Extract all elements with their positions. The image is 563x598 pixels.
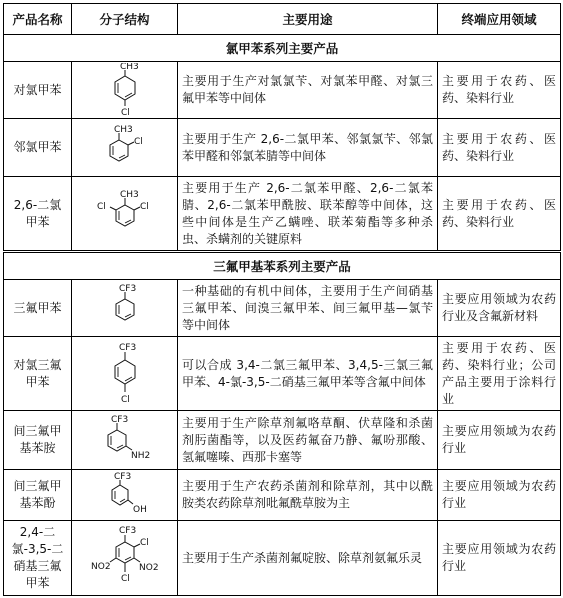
product-name: 三氟甲苯 bbox=[4, 280, 72, 337]
product-use: 主要用于生产 2,6-二氯甲苯、邻氯氯苄、邻氯苯甲醛和邻氯苯腈等中间体 bbox=[178, 119, 438, 177]
header-use: 主要用途 bbox=[178, 4, 438, 35]
table-row bbox=[4, 521, 561, 596]
label-cf3: CF3 bbox=[118, 342, 136, 353]
product-name: 2,6-二氯甲苯 bbox=[4, 177, 72, 252]
section-row bbox=[4, 35, 561, 62]
label-cl: Cl bbox=[120, 108, 130, 117]
molecule-structure bbox=[72, 521, 178, 596]
label-cl: Cl bbox=[139, 538, 149, 548]
molecule-structure bbox=[72, 177, 178, 252]
product-name: 对氯甲苯 bbox=[4, 62, 72, 119]
product-field: 主要用于农药、医药、染料行业 bbox=[438, 177, 561, 252]
product-use: 主要用于生产对氯氯苄、对氯苯甲醛、对氯三氟甲苯等中间体 bbox=[178, 62, 438, 119]
molecule-structure bbox=[72, 470, 178, 521]
product-table bbox=[3, 3, 561, 596]
section-title: 三氟甲基苯系列主要产品 bbox=[4, 252, 561, 280]
label-cl: Cl bbox=[133, 136, 143, 147]
product-name: 间三氟甲基苯胺 bbox=[4, 411, 72, 470]
label-nh2: NH2 bbox=[130, 451, 150, 461]
product-use: 主要用于生产农药杀菌剂和除草剂，其中以酰胺类农药除草剂吡氟酰草胺为主 bbox=[178, 470, 438, 521]
product-use: 主要用于生产除草剂氟咯草酮、伏草隆和杀菌剂肟菌酯等，以及医药氟奋乃静、氟吩那酸、氢氟噻嗪、西那卡塞等 bbox=[178, 411, 438, 470]
table-row bbox=[4, 470, 561, 521]
table-row bbox=[4, 280, 561, 337]
section-title: 氯甲苯系列主要产品 bbox=[4, 35, 561, 62]
product-use: 可以合成 3,4-二氯三氟甲苯、3,4,5-三氯三氟甲苯、4-氯-3,5-二硝基三氟甲苯等含氟中间体 bbox=[178, 337, 438, 411]
header-row bbox=[4, 4, 561, 35]
molecule-structure bbox=[72, 411, 178, 470]
label-cf3: CF3 bbox=[118, 284, 136, 294]
label-cf3: CF3 bbox=[118, 526, 136, 536]
header-structure: 分子结构 bbox=[72, 4, 178, 35]
label-oh: OH bbox=[132, 505, 147, 515]
header-field: 终端应用领域 bbox=[438, 4, 561, 35]
label-cl: Cl bbox=[120, 394, 130, 405]
label-cl: Cl bbox=[120, 574, 130, 584]
label-ch3: CH3 bbox=[119, 63, 139, 72]
label-cl: Cl bbox=[139, 201, 149, 212]
product-name: 2,4-二氯-3,5-二硝基三氟甲苯 bbox=[4, 521, 72, 596]
molecule-structure bbox=[72, 62, 178, 119]
label-ch3: CH3 bbox=[113, 124, 133, 135]
product-name: 邻氯甲苯 bbox=[4, 119, 72, 177]
molecule-structure bbox=[72, 119, 178, 177]
product-name: 间三氟甲基苯酚 bbox=[4, 470, 72, 521]
product-use: 主要用于生产杀菌剂氟啶胺、除草剂氨氟乐灵 bbox=[178, 521, 438, 596]
product-field: 主要应用领域为农药行业 bbox=[438, 521, 561, 596]
table-row bbox=[4, 337, 561, 411]
label-no2: NO2 bbox=[90, 562, 111, 572]
product-field: 主要用于农药、医药、染料行业 bbox=[438, 119, 561, 177]
product-use: 一种基础的有机中间体，主要用于生产间硝基三氟甲苯、间溴三氟甲苯、间三氟甲基—氯苄等中间体 bbox=[178, 280, 438, 337]
product-use: 主要用于生产 2,6-二氯苯甲醛、2,6-二氯苯腈、2,6-二氯苯甲酰胺、联苯醇等中间体，这些中间体是生产乙螨唑、联苯菊酯等多种杀虫、杀螨剂的关键原料 bbox=[178, 177, 438, 252]
table-row bbox=[4, 411, 561, 470]
molecule-structure bbox=[72, 280, 178, 337]
product-field: 主要用于农药、医药、染料行业 bbox=[438, 62, 561, 119]
product-field: 主要应用领域为农药行业 bbox=[438, 470, 561, 521]
label-cf3: CF3 bbox=[113, 472, 131, 482]
table-row bbox=[4, 62, 561, 119]
label-cf3: CF3 bbox=[110, 415, 128, 425]
molecule-structure bbox=[72, 337, 178, 411]
label-cl: Cl bbox=[96, 201, 106, 212]
section-row bbox=[4, 252, 561, 280]
product-field: 主要应用领域为农药行业及含氟新材料 bbox=[438, 280, 561, 337]
product-name: 对氯三氟甲苯 bbox=[4, 337, 72, 411]
product-field: 主要用于农药、医药、染料行业；公司产品主要用于涂料行业 bbox=[438, 337, 561, 411]
label-no2: NO2 bbox=[138, 563, 159, 573]
product-field: 主要应用领域为农药行业 bbox=[438, 411, 561, 470]
table-row bbox=[4, 177, 561, 252]
header-name: 产品名称 bbox=[4, 4, 72, 35]
label-ch3: CH3 bbox=[119, 189, 139, 200]
table-row bbox=[4, 119, 561, 177]
